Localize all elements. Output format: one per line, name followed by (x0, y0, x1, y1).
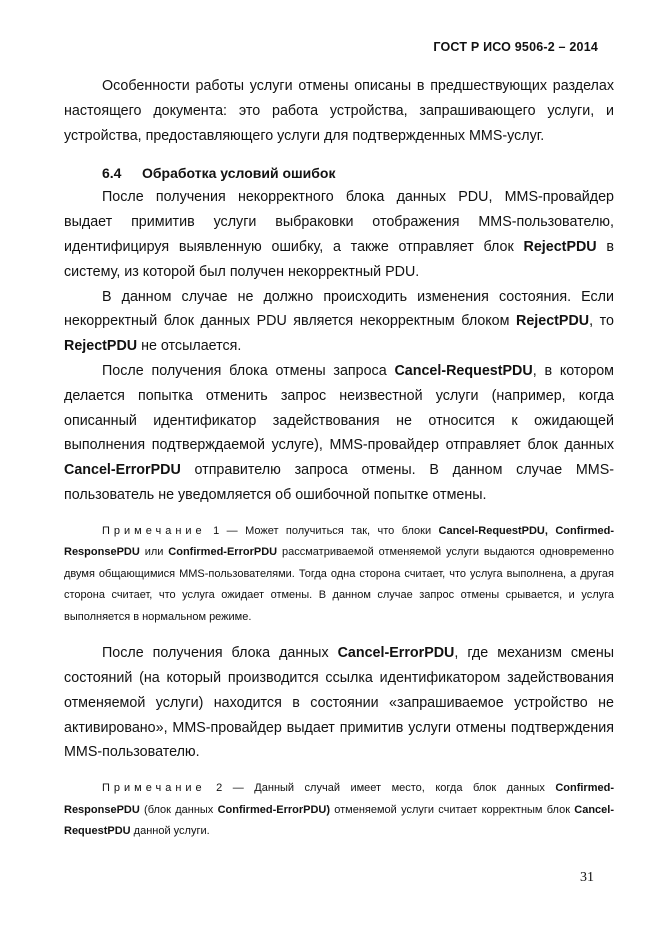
note-1 (64, 521, 614, 629)
text-run: После получения блока данных (102, 645, 338, 662)
paragraph-intro: Особенности работы услуги отмены описаны в предшествующих разделах настоящего документа: это работа устройства, запрашивающего услуги, и устройства, предоставляющего услуги для подтвержденных MMS-услуг. (64, 78, 614, 144)
note-number: 2 (216, 782, 223, 795)
section-number: 6.4 (102, 165, 122, 182)
paragraph-no-state-change (64, 285, 614, 359)
paragraph-cancel-error (64, 641, 614, 765)
text-run: или (139, 546, 169, 559)
term-confirmed-errorpdu: Confirmed-ErrorPDU) (217, 803, 331, 816)
text-run: не отсылается. (137, 338, 242, 355)
text-run: (блок данных (139, 803, 218, 816)
term-cancel-errorpdu: Cancel-ErrorPDU (64, 462, 181, 479)
section-heading (64, 163, 614, 183)
note-2 (64, 778, 614, 843)
note-dash: — (226, 524, 238, 537)
text-run: После получения блока отмены запроса (102, 362, 395, 379)
text-run: В данном случае не должно происходить изменения состояния. Если некорректный блок данных PDU является некорректным блоком (64, 288, 614, 330)
term-rejectpdu: RejectPDU (64, 338, 138, 355)
term-confirmed-responsepdu: Confirmed-ResponsePDU (64, 782, 614, 816)
note-label: Примечание (102, 782, 206, 795)
section-title: Обработка условий ошибок (142, 165, 336, 182)
note-label: Примечание (102, 524, 206, 537)
term-cancel-requestpdu: Cancel-RequestPDU (64, 803, 615, 838)
term-rejectpdu: RejectPDU (523, 238, 597, 255)
term-cancel-errorpdu: Cancel-ErrorPDU (337, 645, 455, 662)
text-run: рассматриваемой отменяемой услуги выдаются одновременно двумя общающимися MMS-пользователями. Тогда одна сторона считает, что услуга выполнена, а другая сторона считает, что услуга ожидает отмены. В данном случае запрос отмены срывается, и услуга выполняется в нормальном режиме. (64, 546, 615, 623)
text-run: После получения некорректного блока данных PDU, MMS-провайдер выдает примитив услуги выбраковки отображения MMS-пользователю, идентифицируя выявленную ошибку, а также отправляет блок (64, 189, 614, 255)
page-number: 31 (580, 870, 594, 885)
term-cancel-requestpdu: Cancel-RequestPDU (394, 362, 533, 379)
text-run: Данный случай имеет место, когда блок данных (254, 782, 556, 795)
text-run: , в котором делается попытка отменить запрос неизвестной услуги (например, когда описанный идентификатор задействования не относится к ожидающей выполнения подтверждаемой услуге), MMS-провайдер отправляет блок данных (64, 362, 614, 454)
document-body (64, 74, 614, 843)
note-dash: — (232, 782, 244, 795)
text-run: , то (589, 313, 614, 330)
term-confirmed-errorpdu: Confirmed-ErrorPDU (168, 546, 278, 559)
text-run: , где механизм смены состояний (на который производится ссылка идентификатором задействования отменяемой услуги) находится в состоянии «запрашиваемое устройство не активировано», MMS-провайдер выдает примитив услуги отмены подтверждения MMS-пользователю. (64, 645, 614, 761)
term-pdu-list: Cancel-RequestPDU, Confirmed-ResponsePDU (64, 524, 615, 559)
note-number: 1 (213, 524, 220, 537)
text-run: Может получиться так, что блоки (245, 524, 439, 537)
text-run: данной услуги. (130, 825, 210, 838)
text-run: отменяемой услуги считает корректным блок (330, 803, 575, 816)
paragraph-invalid-pdu (64, 185, 614, 284)
text-run: в систему, из которой был получен некорректный PDU. (64, 238, 614, 280)
page-header-standard: ГОСТ Р ИСО 9506-2 – 2014 (433, 40, 598, 54)
paragraph-cancel-request (64, 359, 614, 508)
term-rejectpdu: RejectPDU (516, 313, 590, 330)
text-run: отправителю запроса отмены. В данном случае MMS-пользователь не уведомляется об ошибочной попытке отмены. (64, 462, 614, 503)
